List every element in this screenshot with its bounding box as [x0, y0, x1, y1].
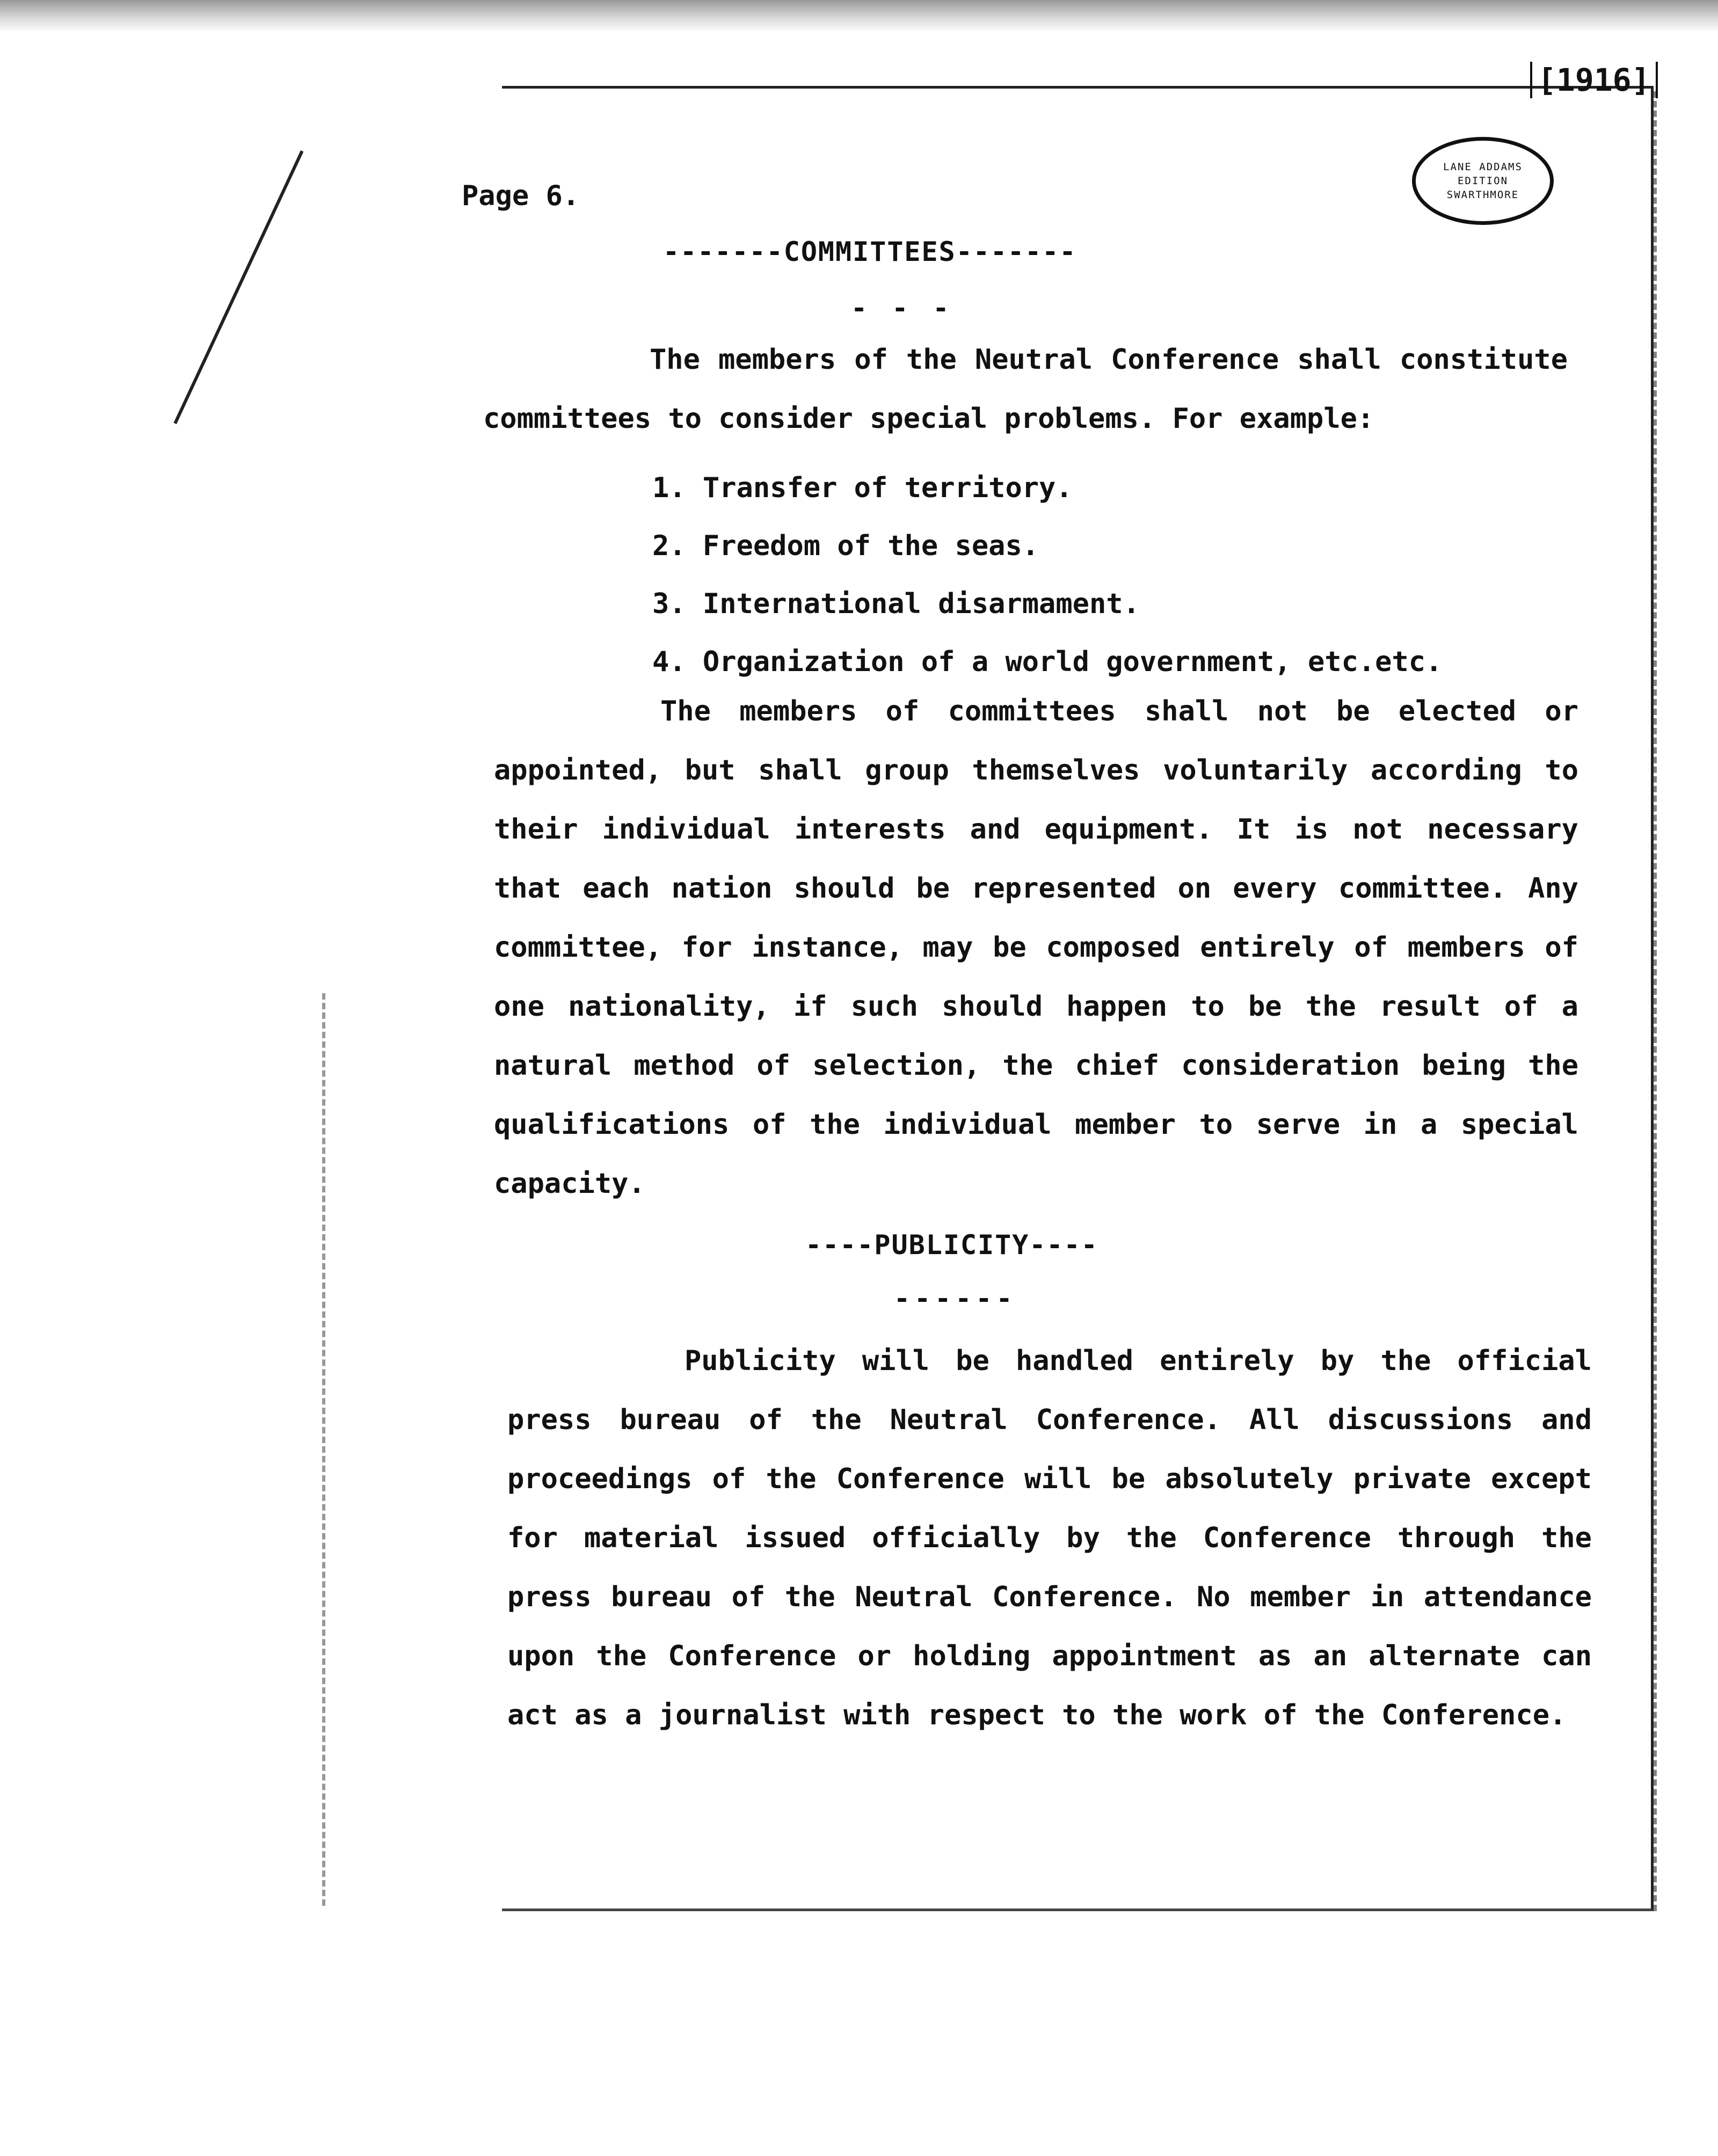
list-item: 2. Freedom of the seas. [652, 530, 1039, 562]
stamp-line: SWARTHMORE [1446, 189, 1519, 201]
list-item: 3. International disarmament. [652, 588, 1140, 620]
publicity-separator: ------ [894, 1283, 1017, 1314]
committees-heading: -------COMMITTEES------- [663, 236, 1077, 267]
publicity-heading: ----PUBLICITY---- [805, 1229, 1098, 1261]
committees-separator: - - - [851, 293, 953, 324]
underlying-page-edge [1654, 91, 1705, 1911]
list-item: 4. Organization of a world government, etc.etc. [652, 646, 1443, 678]
scan-shadow-top [0, 0, 1718, 32]
archive-stamp [1412, 137, 1554, 225]
publicity-body-paragraph: Publicity will be handled entirely by the official press bureau of the Neutral Conference. All discussions and proceedings of the Conference will be absolutely private except for material issued officially by the Conference through the press bureau of the Neutral Conference. No member in attendance upon the Conference or holding appointment as an alternate can act as a journalist with respect to the work of the Conference. [507, 1345, 1592, 1731]
committees-body-paragraph: The members of committees shall not be elected or appointed, but shall group themselves voluntarily according to their individual interests and equipment. It is not necessary that each nation should be represented on every committee. Any committee, for instance, may be composed entirely of members of one nationality, if such should happen to be the result of a natural method of selection, the chief consideration being the qualifications of the individual member to serve in a special capacity. [494, 695, 1578, 1200]
list-item: 1. Transfer of territory. [652, 472, 1073, 504]
page-fold-line [173, 150, 303, 424]
committees-example-list [652, 459, 1442, 691]
left-page-edge [322, 993, 347, 1906]
stamp-line: LANE ADDAMS [1443, 161, 1523, 173]
page-number: Page 6. [462, 180, 580, 212]
document-id: [1916] [1530, 62, 1658, 98]
committees-intro-paragraph: The members of the Neutral Conference shall constitute committees to consider special problems. For example: [483, 344, 1568, 435]
stamp-line: EDITION [1457, 175, 1509, 187]
